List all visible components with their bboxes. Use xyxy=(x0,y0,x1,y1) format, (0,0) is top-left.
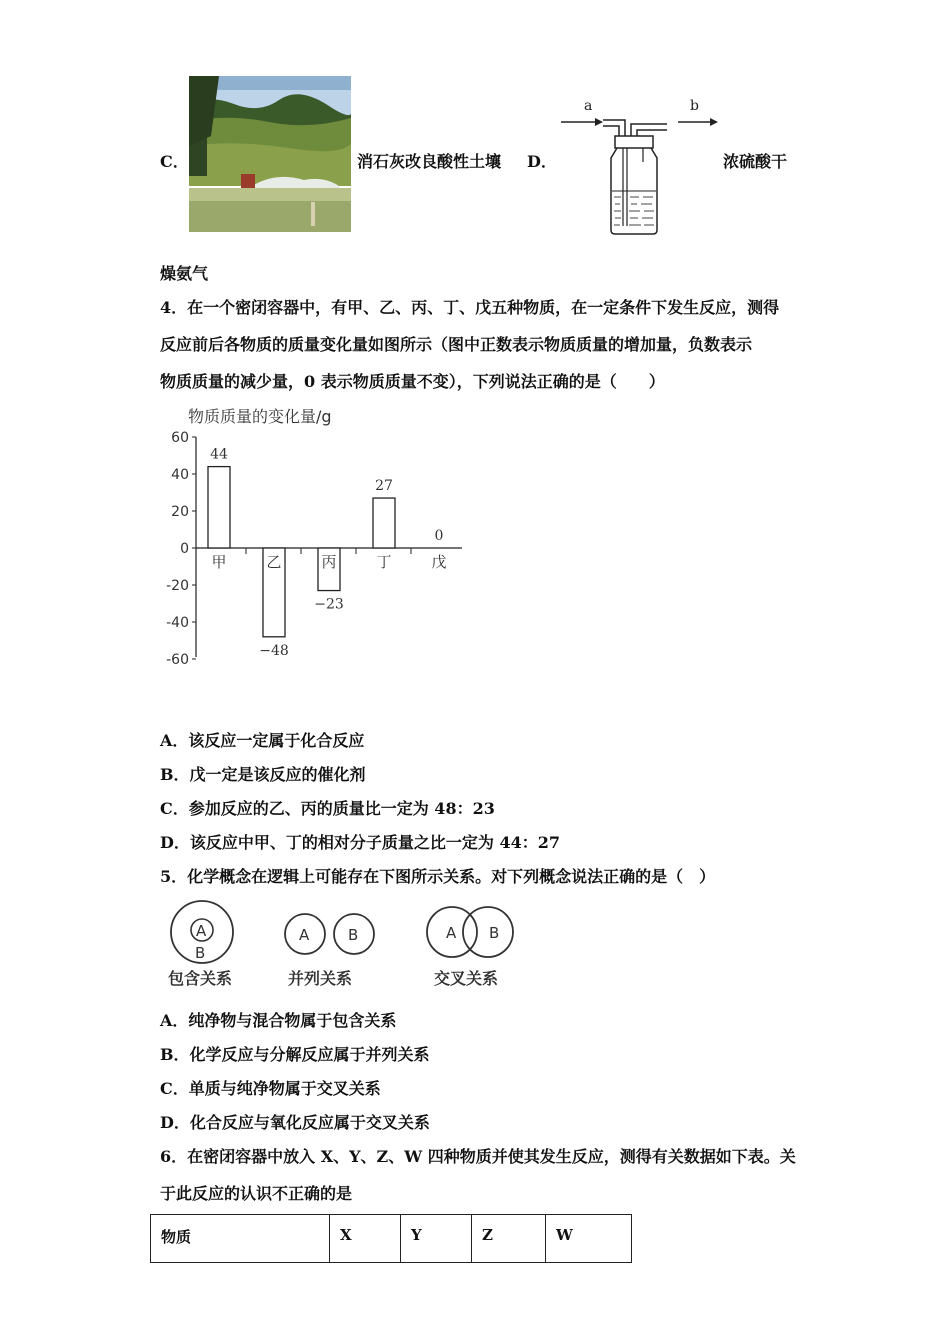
intersection-a-label: A xyxy=(446,924,457,942)
parallel-b-label: B xyxy=(348,926,359,944)
parallel-a-label: A xyxy=(299,926,310,944)
intersection-caption: 交叉关系 xyxy=(434,969,499,988)
q4-stem-line3: 物质质量的减少量，0 表示物质质量不变），下列说法正确的是（ ） xyxy=(160,372,665,391)
q4-option-a: A．该反应一定属于化合反应 xyxy=(160,731,365,750)
table-header-row xyxy=(151,1215,632,1263)
option-c-text: 消石灰改良酸性土壤 xyxy=(357,152,502,171)
category-label: 丁 xyxy=(376,553,392,571)
y-tick-label: 40 xyxy=(171,467,189,483)
category-label: 乙 xyxy=(266,553,282,571)
q4-option-d: D．该反应中甲、丁的相对分子质量之比一定为 44：27 xyxy=(160,833,560,852)
data-label: 0 xyxy=(434,528,444,544)
q5-option-a: A．纯净物与混合物属于包含关系 xyxy=(160,1011,397,1030)
table-header-cell: Z xyxy=(472,1215,546,1263)
y-tick-label: -60 xyxy=(166,652,189,668)
y-tick-label: 60 xyxy=(171,430,189,446)
chart-title: 物质质量的变化量/g xyxy=(188,407,332,426)
q4-option-b: B．戊一定是该反应的催化剂 xyxy=(160,765,366,784)
inclusion-caption: 包含关系 xyxy=(168,969,233,988)
q5-stem: 5．化学概念在逻辑上可能存在下图所示关系。对下列概念说法正确的是（ ） xyxy=(160,867,716,886)
inclusion-b-label: B xyxy=(195,944,206,962)
parallel-caption: 并列关系 xyxy=(288,969,353,988)
data-label: −48 xyxy=(259,642,289,659)
y-tick-label: 0 xyxy=(180,541,189,557)
option-c-label: C． xyxy=(160,152,189,171)
table-header-cell: 物质 xyxy=(151,1215,330,1263)
farm-field-photo xyxy=(189,76,351,232)
reaction-data-table xyxy=(150,1214,632,1263)
bar xyxy=(208,467,230,548)
q4-stem-line1: 4．在一个密闭容器中，有甲、乙、丙、丁、戊五种物质，在一定条件下发生反应，测得 xyxy=(160,298,780,317)
category-label: 丙 xyxy=(321,553,337,571)
arrow-b-label: b xyxy=(690,98,699,114)
y-tick-label: -20 xyxy=(166,578,189,594)
q5-option-d: D．化合反应与氧化反应属于交叉关系 xyxy=(160,1113,430,1132)
option-d-text: 浓硫酸干 xyxy=(723,152,788,171)
table-header-cell: Y xyxy=(401,1215,472,1263)
intersection-relation-diagram xyxy=(427,907,513,988)
table-header-cell: W xyxy=(546,1215,632,1263)
arrow-a-label: a xyxy=(584,98,593,114)
data-label: 27 xyxy=(375,478,393,495)
option-d-label: D． xyxy=(527,152,557,171)
intersection-b-label: B xyxy=(489,924,500,942)
option-d-text-cont: 燥氨气 xyxy=(160,264,209,283)
y-tick-label: 20 xyxy=(171,504,189,520)
data-label: −23 xyxy=(314,596,344,613)
inclusion-relation-diagram xyxy=(168,901,233,988)
data-label: 44 xyxy=(210,446,228,463)
category-label: 甲 xyxy=(211,553,227,571)
q6-stem-line1: 6．在密闭容器中放入 X、Y、Z、W 四种物质并使其发生反应，测得有关数据如下表。关 xyxy=(160,1147,796,1166)
q5-option-b: B．化学反应与分解反应属于并列关系 xyxy=(160,1045,430,1064)
concept-relation-diagrams xyxy=(160,898,530,998)
bar xyxy=(373,498,395,548)
q5-option-c: C．单质与纯净物属于交叉关系 xyxy=(160,1079,381,1098)
mass-change-bar-chart xyxy=(160,400,480,670)
parallel-relation-diagram xyxy=(285,914,374,988)
table-header-cell: X xyxy=(330,1215,401,1263)
q4-stem-line2: 反应前后各物质的质量变化量如图所示（图中正数表示物质质量的增加量，负数表示 xyxy=(160,335,753,354)
q4-option-c: C．参加反应的乙、丙的质量比一定为 48：23 xyxy=(160,799,495,818)
gas-washing-bottle-diagram xyxy=(555,96,725,236)
category-label: 戊 xyxy=(431,553,447,571)
q6-stem-line2: 于此反应的认识不正确的是 xyxy=(160,1184,353,1203)
inclusion-a-label: A xyxy=(196,922,207,940)
y-tick-label: -40 xyxy=(166,615,189,631)
